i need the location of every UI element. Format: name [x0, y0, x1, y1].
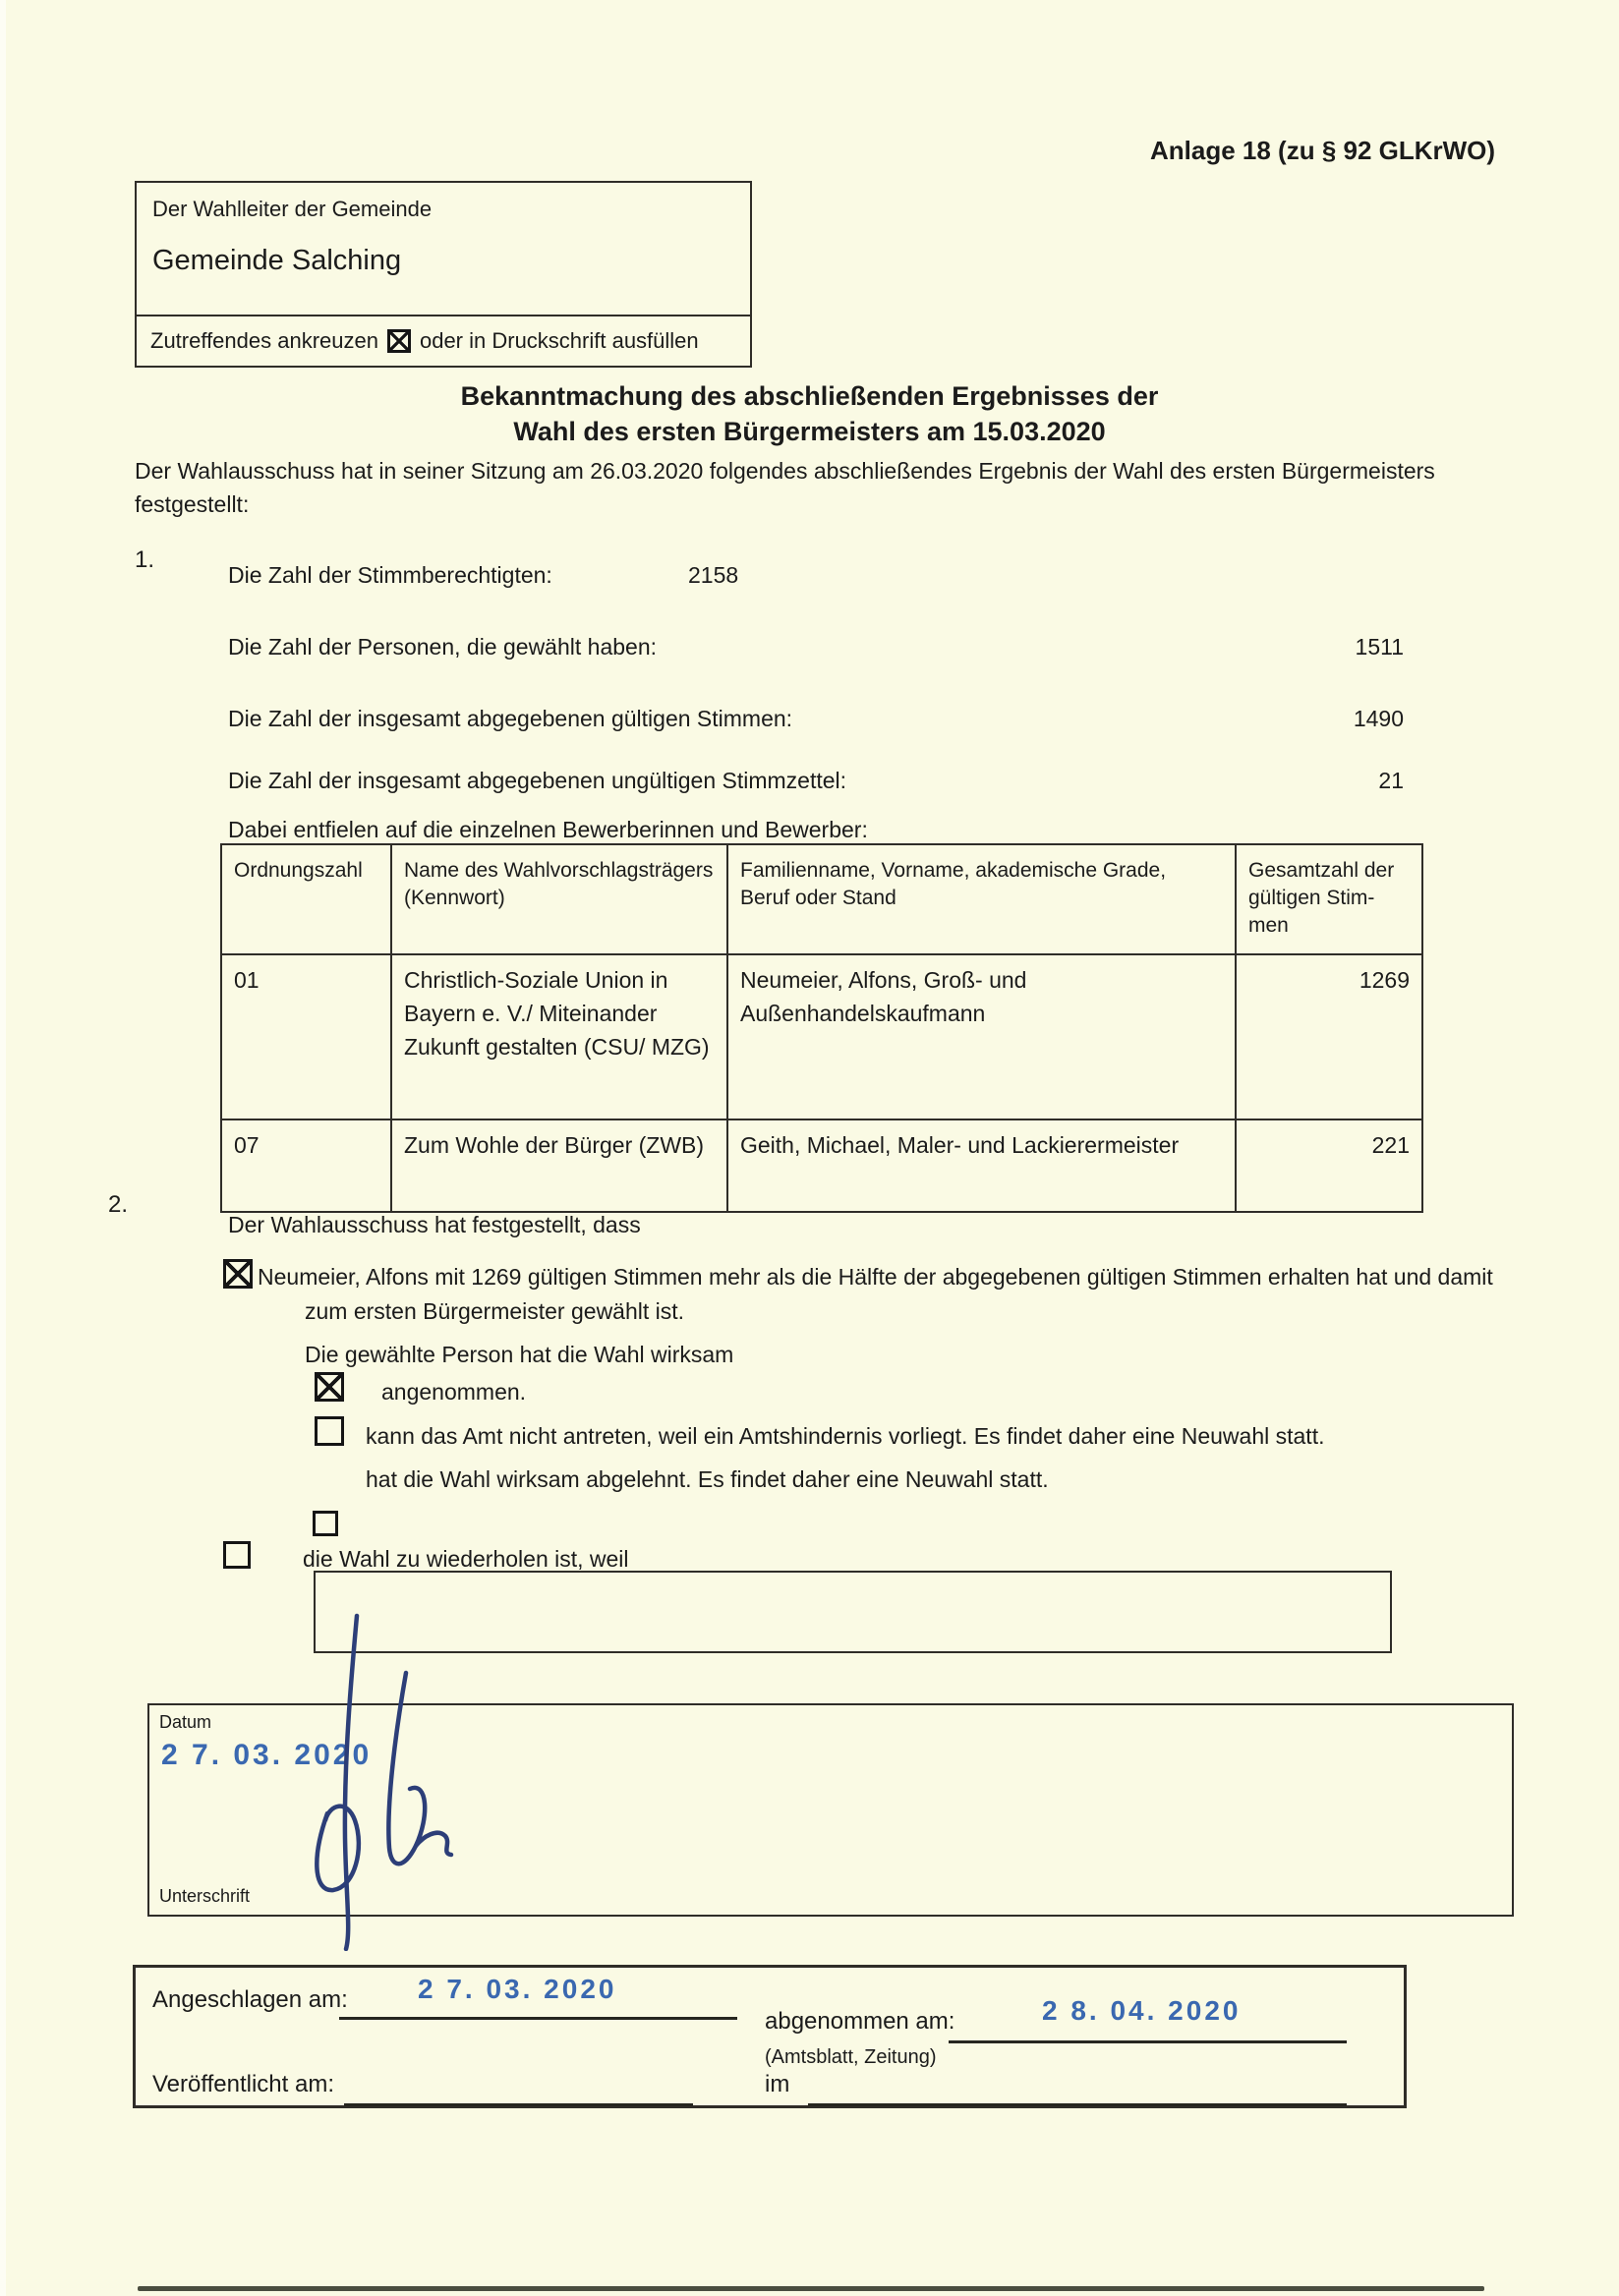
annex-reference: Anlage 18 (zu § 92 GLKrWO) — [1150, 136, 1496, 165]
col-header-person: Familienname, Vorname, akademische Grade, Beruf oder Stand — [727, 844, 1236, 954]
removed-underline — [949, 2040, 1347, 2043]
cell-stimmen: 1269 — [1236, 954, 1422, 1119]
document-title — [0, 378, 1619, 449]
intro-paragraph: Der Wahlausschuss hat in seiner Sitzung am 26.03.2020 folgendes abschließendes Ergebnis der Wahl des ersten Bürgermeisters festgestellt: — [135, 458, 1435, 517]
published-label: Veröffentlicht am: — [152, 2071, 334, 2097]
col-header-stimmen: Gesamtzahl der gültigen Stim-men — [1236, 844, 1422, 954]
col-header-ordnungszahl: Ordnungszahl — [221, 844, 391, 954]
posted-label: Angeschlagen am: — [152, 1986, 348, 2013]
declined-option-label: hat die Wahl wirksam abgelehnt. Es findet daher eine Neuwahl statt. — [366, 1466, 1049, 1492]
published-underline — [344, 2103, 693, 2106]
cell-person: Geith, Michael, Maler- und Lackierermeister — [727, 1119, 1236, 1212]
removed-date-stamp: 2 8. 04. 2020 — [1042, 1995, 1242, 2026]
date-stamp: 2 7. 03. 2020 — [161, 1739, 373, 1771]
accepted-checkbox[interactable] — [315, 1372, 344, 1402]
scan-edge-highlight — [0, 0, 6, 2296]
scan-edge-line — [138, 2286, 1484, 2291]
acceptance-intro: Die gewählte Person hat die Wahl wirksam — [305, 1342, 734, 1367]
signature-scribble — [290, 1612, 457, 1951]
stat-value: 21 — [1378, 768, 1404, 793]
stat-row-valid-votes — [228, 706, 1404, 732]
table-caption: Dabei entfielen auf die einzelnen Bewerberinnen und Bewerber: — [228, 817, 868, 842]
stat-label: Die Zahl der Stimmberechtigten: — [228, 562, 552, 588]
posted-underline — [339, 2017, 737, 2020]
stat-label: Die Zahl der insgesamt abgegebenen ungültigen Stimmzettel: — [228, 768, 847, 793]
signature-label: Unterschrift — [159, 1886, 251, 1906]
cell-stimmen: 221 — [1236, 1119, 1422, 1212]
hindrance-checkbox[interactable] — [315, 1416, 344, 1446]
table-row — [221, 1119, 1422, 1212]
sample-checked-checkbox — [387, 329, 411, 353]
title-line-1: Bekanntmachung des abschließenden Ergebnisses der — [460, 381, 1159, 411]
issuer-box — [135, 181, 752, 368]
accepted-option-label: angenommen. — [381, 1379, 527, 1405]
municipality-name: Gemeinde Salching — [152, 245, 402, 276]
extra-empty-checkbox[interactable] — [313, 1511, 338, 1536]
results-table — [220, 843, 1423, 1213]
majority-statement: Neumeier, Alfons mit 1269 gültigen Stimmen mehr als die Hälfte der abgegebenen gültigen Stimmen erhalten hat und damit zum ersten Bürgermeister gewählt ist. — [258, 1264, 1493, 1324]
repeat-election-label: die Wahl zu wiederholen ist, weil — [303, 1546, 629, 1572]
section-2-heading: Der Wahlausschuss hat festgestellt, dass — [228, 1212, 641, 1237]
issuer-box-top — [137, 183, 750, 316]
stat-row-voters — [228, 634, 1404, 660]
stat-row-invalid-ballots — [228, 768, 1404, 794]
posted-date-stamp: 2 7. 03. 2020 — [418, 1974, 617, 2004]
cell-wahlvorschlag: Zum Wohle der Bürger (ZWB) — [391, 1119, 727, 1212]
table-header-row — [221, 844, 1422, 954]
majority-checkbox[interactable] — [223, 1259, 253, 1289]
repeat-election-checkbox[interactable] — [223, 1541, 251, 1569]
hindrance-option-label: kann das Amt nicht antreten, weil ein Amtshindernis vorliegt. Es findet daher eine Neuwahl statt. — [366, 1423, 1325, 1449]
issuer-role: Der Wahlleiter der Gemeinde — [152, 197, 433, 221]
section-2-number: 2. — [108, 1191, 129, 1218]
stat-label: Die Zahl der Personen, die gewählt haben: — [228, 634, 658, 660]
stat-value: 1511 — [1355, 634, 1404, 660]
cell-person: Neumeier, Alfons, Groß- und Außenhandelskaufmann — [727, 954, 1236, 1119]
date-label: Datum — [159, 1712, 212, 1732]
stat-label: Die Zahl der insgesamt abgegebenen gültigen Stimmen: — [228, 706, 793, 731]
instruction-suffix: oder in Druckschrift ausfüllen — [419, 328, 699, 353]
cell-ordnungszahl: 07 — [221, 1119, 391, 1212]
instruction-prefix: Zutreffendes ankreuzen — [150, 328, 378, 353]
removed-label: abgenommen am: — [765, 2008, 955, 2035]
stat-row-eligible-voters — [228, 562, 1404, 589]
in-underline — [808, 2103, 1347, 2106]
repeat-reason-input-box[interactable] — [314, 1571, 1392, 1653]
in-label: im — [765, 2071, 790, 2097]
cell-ordnungszahl: 01 — [221, 954, 391, 1119]
stat-value: 1490 — [1353, 706, 1404, 731]
section-1-number: 1. — [135, 546, 155, 573]
medium-note: (Amtsblatt, Zeitung) — [765, 2046, 937, 2068]
title-line-2: Wahl des ersten Bürgermeisters am 15.03.2020 — [513, 417, 1106, 446]
cell-wahlvorschlag: Christlich-Soziale Union in Bayern e. V./ Miteinander Zukunft gestalten (CSU/ MZG) — [391, 954, 727, 1119]
col-header-wahlvorschlag: Name des Wahlvorschlagsträgers (Kennwort) — [391, 844, 727, 954]
stat-value: 2158 — [688, 562, 739, 588]
table-row — [221, 954, 1422, 1119]
fill-instruction-strip — [137, 316, 750, 366]
